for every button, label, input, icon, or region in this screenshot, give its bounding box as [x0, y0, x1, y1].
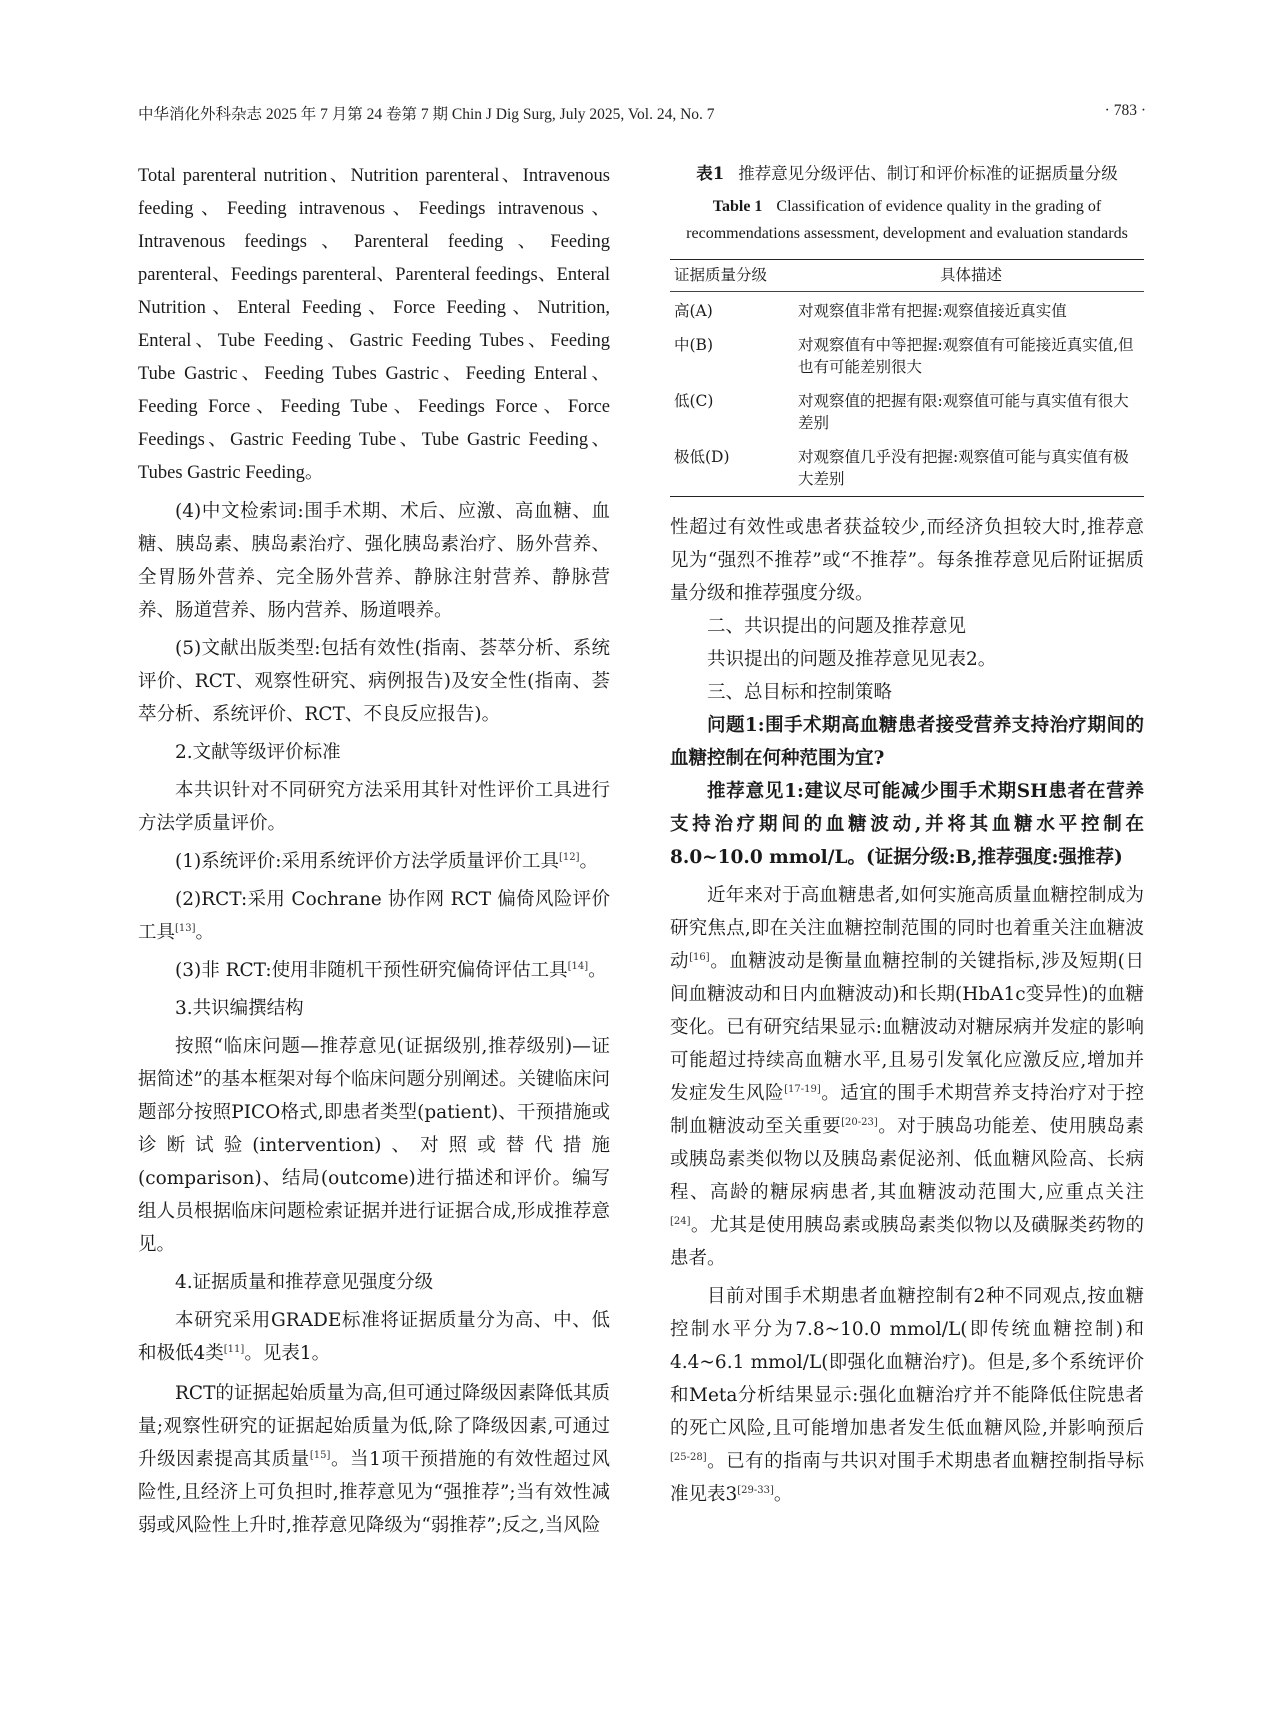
paragraph-recommendation-continued: 性超过有效性或患者获益较少,而经济负担较大时,推荐意见为“强烈不推荐”或“不推荐”。每条推荐意见后附证据质量分级和推荐强度分级。	[670, 517, 1144, 604]
citation-ref: [20-23]	[841, 1116, 878, 1128]
citation-ref: [25-28]	[670, 1451, 707, 1463]
paragraph-rct-tool: (2)RCT:采用 Cochrane 协作网 RCT 偏倚风险评价工具[13]。	[138, 889, 610, 943]
recommendation-1: 推荐意见1:建议尽可能减少围手术期SH患者在营养支持治疗期间的血糖波动,并将其血糖水平控制在8.0~10.0 mmol/L。(证据分级:B,推荐强度:强推荐)	[670, 781, 1144, 868]
paragraph-structure: 按照“临床问题—推荐意见(证据级别,推荐级别)—证据简述”的基本框架对每个临床问题分别阐述。关键临床问题部分按照PICO格式,即患者类型(patient)、干预措施或诊断试验(intervention)、对照或替代措施(comparison)、结局(outcome)进行描述和评价。编写组人员根据临床问题检索证据并进行证据合成,形成推荐意见。	[138, 1036, 610, 1255]
table1-caption-en	[670, 193, 1144, 247]
section-heading-evidence-rating: 2.文献等级评价标准	[175, 742, 341, 763]
grade-level: 极低(D)	[674, 448, 730, 466]
table1-title-en: Classification of evidence quality in the grading of recommendations assessment, development and evaluation standards	[686, 198, 1128, 242]
section-heading-grade: 4.证据质量和推荐意见强度分级	[175, 1272, 434, 1293]
publication-types: (5)文献出版类型:包括有效性(指南、荟萃分析、系统评价、RCT、观察性研究、病例报告)及安全性(指南、荟萃分析、系统评价、RCT、不良反应报告)。	[138, 638, 610, 725]
section-heading-questions: 二、共识提出的问题及推荐意见	[707, 616, 967, 637]
running-header	[138, 102, 1146, 128]
question-1: 问题1:围手术期高血糖患者接受营养支持治疗期间的血糖控制在何种范围为宜?	[670, 715, 1144, 769]
column-header-level: 证据质量分级	[670, 260, 794, 292]
table-header-row	[670, 260, 1144, 292]
paragraph-recommendation-strength: RCT的证据起始质量为高,但可通过降级因素降低其质量;观察性研究的证据起始质量为低,除了降级因素,可通过升级因素提高其质量[15]。当1项干预措施的有效性超过风险性,且经济上可负担时,推荐意见为“强推荐”;当有效性减弱或风险性上升时,推荐意见降级为“弱推荐”;反之,当风险	[138, 1383, 610, 1536]
citation-ref: [24]	[670, 1215, 691, 1227]
table-row	[670, 384, 1144, 440]
page-number: · 783 ·	[1104, 102, 1146, 119]
citation-ref: [11]	[223, 1343, 245, 1355]
citation-ref: [16]	[689, 951, 710, 963]
column-header-description: 具体描述	[794, 260, 1144, 292]
citation-ref: [29-33]	[737, 1484, 774, 1496]
table1-caption-cn	[670, 160, 1144, 187]
grade-description: 对观察值非常有把握:观察值接近真实值	[798, 302, 1067, 320]
grade-description: 对观察值有中等把握:观察值有可能接近真实值,但也有可能差别很大	[798, 336, 1134, 376]
table1-title-cn: 推荐意见分级评估、制订和评价标准的证据质量分级	[738, 164, 1118, 183]
english-search-terms: Total parenteral nutrition、Nutrition parenteral、Intravenous feeding、Feeding intravenous、Feedings intravenous、Intravenous feedings、Parenteral feeding、Feeding parenteral、Feedings parenteral、Parenteral feedings、Enteral Nutrition、Enteral Feeding、Force Feeding、Nutrition, Enteral、Tube Feeding、Gastric Feeding Tubes、Feeding Tube Gastric、Feeding Tubes Gastric、Feeding Enteral、Feeding Force、Feeding Tube、Feedings Force、Force Feedings、Gastric Feeding Tube、Tube Gastric Feeding、Tubes Gastric Feeding。	[138, 166, 610, 483]
table-row	[670, 440, 1144, 497]
paragraph-systematic-review: (1)系统评价:采用系统评价方法学质量评价工具[12]。	[175, 851, 598, 872]
chinese-search-terms: (4)中文检索词:围手术期、术后、应激、高血糖、血糖、胰岛素、胰岛素治疗、强化胰岛素治疗、肠外营养、全胃肠外营养、完全肠外营养、静脉注射营养、静脉营养、肠道营养、肠内营养、肠道喂养。	[138, 501, 610, 621]
paragraph-control-targets: 目前对围手术期患者血糖控制有2种不同观点,按血糖控制水平分为7.8~10.0 mmol/L(即传统血糖控制)和4.4~6.1 mmol/L(即强化血糖治疗)。但是,多个系统评价和Meta分析结果显示:强化血糖治疗并不能降低住院患者的死亡风险,且可能增加患者发生低血糖风险,并影响预后[25-28]。已有的指南与共识对围手术期患者血糖控制指导标准见表3[29-33]。	[670, 1286, 1144, 1505]
right-column	[670, 160, 1144, 1511]
grade-level: 中(B)	[674, 336, 713, 354]
citation-ref: [12]	[558, 851, 580, 863]
paragraph-evaluation-tools: 本共识针对不同研究方法采用其针对性评价工具进行方法学质量评价。	[138, 780, 610, 834]
paragraph-glucose-fluctuation: 近年来对于高血糖患者,如何实施高质量血糖控制成为研究焦点,即在关注血糖控制范围的同时也着重关注血糖波动[16]。血糖波动是衡量血糖控制的关键指标,涉及短期(日间血糖波动和日内血糖波动)和长期(HbA1c变异性)的血糖变化。已有研究结果显示:血糖波动对糖尿病并发症的影响可能超过持续高血糖水平,且易引发氧化应激反应,增加并发症发生风险[17-19]。适宜的围手术期营养支持治疗对于控制血糖波动至关重要[20-23]。对于胰岛功能差、使用胰岛素或胰岛素类似物以及胰岛素促泌剂、低血糖风险高、长病程、高龄的糖尿病患者,其血糖波动范围大,应重点关注[24]。尤其是使用胰岛素或胰岛素类似物以及磺脲类药物的患者。	[670, 885, 1144, 1269]
paragraph-see-table2: 共识提出的问题及推荐意见见表2。	[707, 649, 997, 670]
citation-ref: [15]	[309, 1449, 331, 1461]
citation-ref: [17-19]	[784, 1083, 821, 1095]
grade-level: 低(C)	[674, 392, 714, 410]
grade-level: 高(A)	[674, 302, 713, 320]
paragraph-grade: 本研究采用GRADE标准将证据质量分为高、中、低和极低4类[11]。见表1。	[138, 1310, 610, 1364]
citation-ref: [14]	[567, 960, 589, 972]
right-body	[670, 511, 1144, 1511]
left-column	[138, 160, 610, 1542]
section-heading-goals: 三、总目标和控制策略	[707, 682, 893, 703]
citation-ref: [13]	[175, 922, 196, 934]
table-row	[670, 292, 1144, 329]
paragraph-non-rct-tool: (3)非 RCT:使用非随机干预性研究偏倚评估工具[14]。	[175, 960, 607, 981]
section-heading-structure: 3.共识编撰结构	[175, 998, 304, 1019]
grade-description: 对观察值的把握有限:观察值可能与真实值有很大差别	[798, 392, 1129, 432]
evidence-grade-table	[670, 259, 1144, 497]
table1-label-en: Table 1	[712, 198, 763, 215]
table1-block	[670, 160, 1144, 497]
journal-citation: 中华消化外科杂志 2025 年 7 月第 24 卷第 7 期 Chin J Dig Surg, July 2025, Vol. 24, No. 7	[138, 106, 715, 123]
table-row	[670, 328, 1144, 384]
grade-description: 对观察值几乎没有把握:观察值可能与真实值有极大差别	[798, 448, 1129, 488]
table1-label-cn: 表1	[696, 164, 725, 183]
